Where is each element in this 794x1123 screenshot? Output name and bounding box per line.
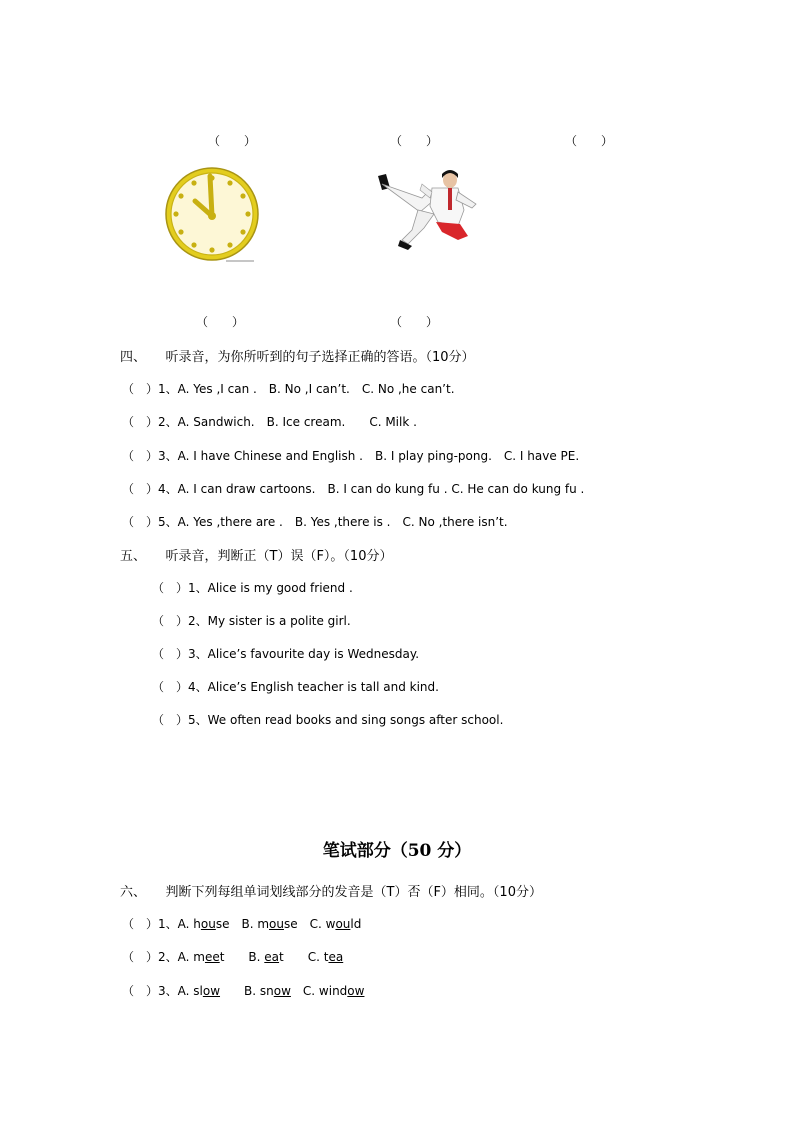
- underlined-part: ow: [202, 984, 221, 998]
- item-text: （ ）2、A. m: [122, 950, 205, 964]
- section-5-item-4: （ ）4、Alice’s English teacher is tall and kind.: [152, 680, 439, 694]
- underlined-part: ou: [269, 917, 284, 931]
- section-5-item-5: （ ）5、We often read books and sing songs after school.: [152, 713, 504, 727]
- section-6-item-3: [122, 982, 364, 999]
- section-4-item-1: （ ）1、A. Yes ,I can . B. No ,I can’t. C. No ,he can’t.: [122, 382, 455, 396]
- item-text: t B.: [219, 950, 265, 964]
- answer-paren-1: （ ）: [208, 134, 257, 148]
- section-5-item-1: （ ）1、Alice is my good friend .: [152, 581, 353, 595]
- item-text: ld: [350, 917, 362, 931]
- section-4-item-3: （ ）3、A. I have Chinese and English . B. I play ping-pong. C. I have PE.: [122, 449, 580, 463]
- underlined-part: ea: [328, 950, 344, 964]
- underlined-part: ou: [335, 917, 351, 931]
- kungfu-kick-icon: [372, 170, 482, 252]
- section-4-heading: 四、 听录音，为你所听到的句子选择正确的答语。（10分）: [120, 350, 475, 365]
- item-text: se B. m: [215, 917, 270, 931]
- underlined-part: ow: [273, 984, 291, 998]
- item-text: B. sn: [220, 984, 274, 998]
- section-5-item-3: （ ）3、Alice’s favourite day is Wednesday.: [152, 647, 420, 661]
- item-text: se C. w: [283, 917, 336, 931]
- written-section-title: 笔试部分（50 分）: [322, 841, 472, 861]
- answer-paren-4: （ ）: [196, 315, 245, 329]
- item-text: （ ）1、A. h: [122, 917, 201, 931]
- answer-paren-3: （ ）: [565, 134, 614, 148]
- section-6-item-1: [122, 915, 361, 932]
- section-6-item-2: [122, 948, 343, 965]
- answer-paren-5: （ ）: [390, 315, 439, 329]
- underlined-part: ee: [204, 950, 220, 964]
- section-4-item-5: （ ）5、A. Yes ,there are . B. Yes ,there is . C. No ,there isn’t.: [122, 515, 508, 529]
- item-text: C. wind: [290, 984, 348, 998]
- section-4-item-2: （ ）2、A. Sandwich. B. Ice cream. C. Milk .: [122, 415, 417, 429]
- underlined-part: ow: [347, 984, 365, 998]
- section-5-item-2: （ ）2、My sister is a polite girl.: [152, 614, 351, 628]
- section-5-heading: 五、 听录音，判断正（T）误（F）。（10分）: [120, 549, 393, 564]
- underlined-part: ou: [200, 917, 216, 931]
- section-6-heading: 六、 判断下列每组单词划线部分的发音是（T）否（F）相同。（10分）: [120, 885, 542, 900]
- section-4-item-4: （ ）4、A. I can draw cartoons. B. I can do kung fu . C. He can do kung fu .: [122, 482, 585, 496]
- item-text: t C. t: [279, 950, 329, 964]
- underlined-part: ea: [264, 950, 280, 964]
- item-text: （ ）3、A. sl: [122, 984, 203, 998]
- clock-icon: [164, 166, 262, 264]
- answer-paren-2: （ ）: [390, 134, 439, 148]
